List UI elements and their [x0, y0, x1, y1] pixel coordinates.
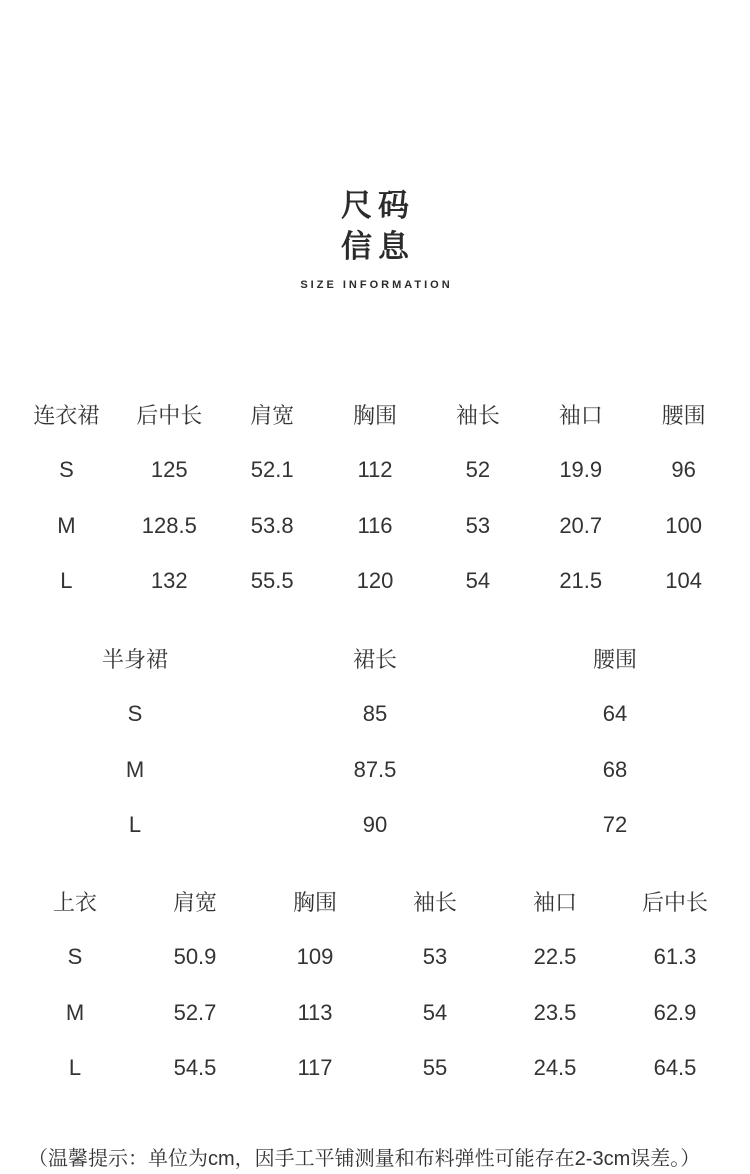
measurement-value: 128.5: [141, 512, 197, 538]
size-label: L: [60, 568, 73, 594]
measurement-value: 21.5: [559, 568, 603, 594]
measurement-value: 54.5: [173, 1055, 217, 1081]
measurement-value: 64.5: [653, 1055, 697, 1081]
measurement-value: 96: [671, 457, 696, 483]
header-cell: 袖长: [455, 403, 500, 429]
measurement-value: 113: [297, 999, 333, 1025]
table-row: [15, 1041, 735, 1097]
table-header-row: [15, 631, 735, 687]
measurement-value: 54: [465, 568, 491, 594]
measurement-value: 104: [665, 568, 702, 594]
table-row: [15, 687, 735, 743]
table-row: [15, 985, 735, 1041]
table-row: [15, 554, 735, 610]
size-label: L: [68, 1055, 82, 1081]
table-row: [15, 798, 735, 854]
measurement-value: 90: [362, 812, 388, 838]
measurement-value: 132: [150, 568, 188, 594]
measurement-value: 52: [465, 457, 491, 483]
measurement-value: 24.5: [533, 1055, 577, 1081]
size-label: M: [125, 756, 145, 782]
measurement-value: 125: [150, 457, 188, 483]
header-cell: 裙长: [352, 647, 397, 673]
measurement-value: 117: [297, 1055, 333, 1081]
measurement-value: 120: [356, 568, 394, 594]
size-label: M: [57, 512, 76, 538]
header-cell: 肩宽: [172, 890, 217, 916]
header-cell: 后中长: [136, 403, 203, 429]
measurement-value: 55.5: [250, 568, 294, 594]
measurement-value: 53.8: [250, 512, 294, 538]
table-row: [15, 930, 735, 986]
size-label: L: [128, 812, 142, 838]
measurement-value: 54: [422, 999, 448, 1025]
measurement-value: 61.3: [653, 944, 697, 970]
header-cell: 腰围: [592, 647, 637, 673]
measurement-value: 50.9: [173, 944, 217, 970]
measurement-value: 100: [665, 512, 702, 538]
header-cell: 腰围: [661, 403, 706, 429]
size-table-top: [15, 874, 735, 1096]
table-row: [15, 498, 735, 554]
measurement-value: 112: [357, 457, 393, 483]
size-label: M: [65, 999, 85, 1025]
header-cell: 肩宽: [250, 403, 295, 429]
table-header-row: [15, 874, 735, 930]
page-subtitle: SIZE INFORMATION: [300, 279, 453, 291]
header-cell-garment: 连衣裙: [33, 403, 100, 429]
page-title: [0, 185, 750, 291]
measurement-value: 53: [422, 944, 448, 970]
measurement-value: 72: [602, 812, 628, 838]
measurement-value: 19.9: [559, 457, 603, 483]
measurement-value: 68: [602, 756, 628, 782]
header-cell: 袖口: [558, 403, 603, 429]
header-cell-garment: 半身裙: [101, 647, 168, 673]
measurement-value: 64: [602, 701, 628, 727]
size-table-skirt: [15, 631, 735, 853]
page-title-line-2: 信息: [341, 229, 415, 264]
table-row: [15, 443, 735, 499]
measurement-value: 85: [362, 701, 388, 727]
measurement-value: 55: [422, 1055, 448, 1081]
header-cell: 袖长: [412, 890, 457, 916]
header-cell-garment: 上衣: [52, 890, 97, 916]
size-label: S: [67, 944, 83, 970]
measurement-value: 62.9: [653, 999, 697, 1025]
table-header-row: [15, 387, 735, 443]
measurement-value: 53: [465, 512, 491, 538]
measurement-value: 23.5: [533, 999, 577, 1025]
measurement-disclaimer: （温馨提示：单位为cm，因手工平铺测量和布料弹性可能存在2-3cm误差。）: [28, 1148, 701, 1170]
page-title-line-1: 尺码: [341, 188, 415, 223]
header-cell: 袖口: [532, 890, 577, 916]
table-row: [15, 742, 735, 798]
size-label: S: [127, 701, 143, 727]
header-cell: 胸围: [353, 403, 398, 429]
measurement-value: 87.5: [353, 756, 397, 782]
size-label: S: [59, 457, 74, 483]
measurement-value: 52.7: [173, 999, 217, 1025]
measurement-value: 22.5: [533, 944, 577, 970]
measurement-value: 116: [357, 512, 393, 538]
measurement-value: 52.1: [250, 457, 294, 483]
measurement-value: 20.7: [559, 512, 603, 538]
size-table-dress: [15, 387, 735, 609]
measurement-value: 109: [296, 944, 334, 970]
header-cell: 后中长: [641, 890, 708, 916]
header-cell: 胸围: [292, 890, 337, 916]
